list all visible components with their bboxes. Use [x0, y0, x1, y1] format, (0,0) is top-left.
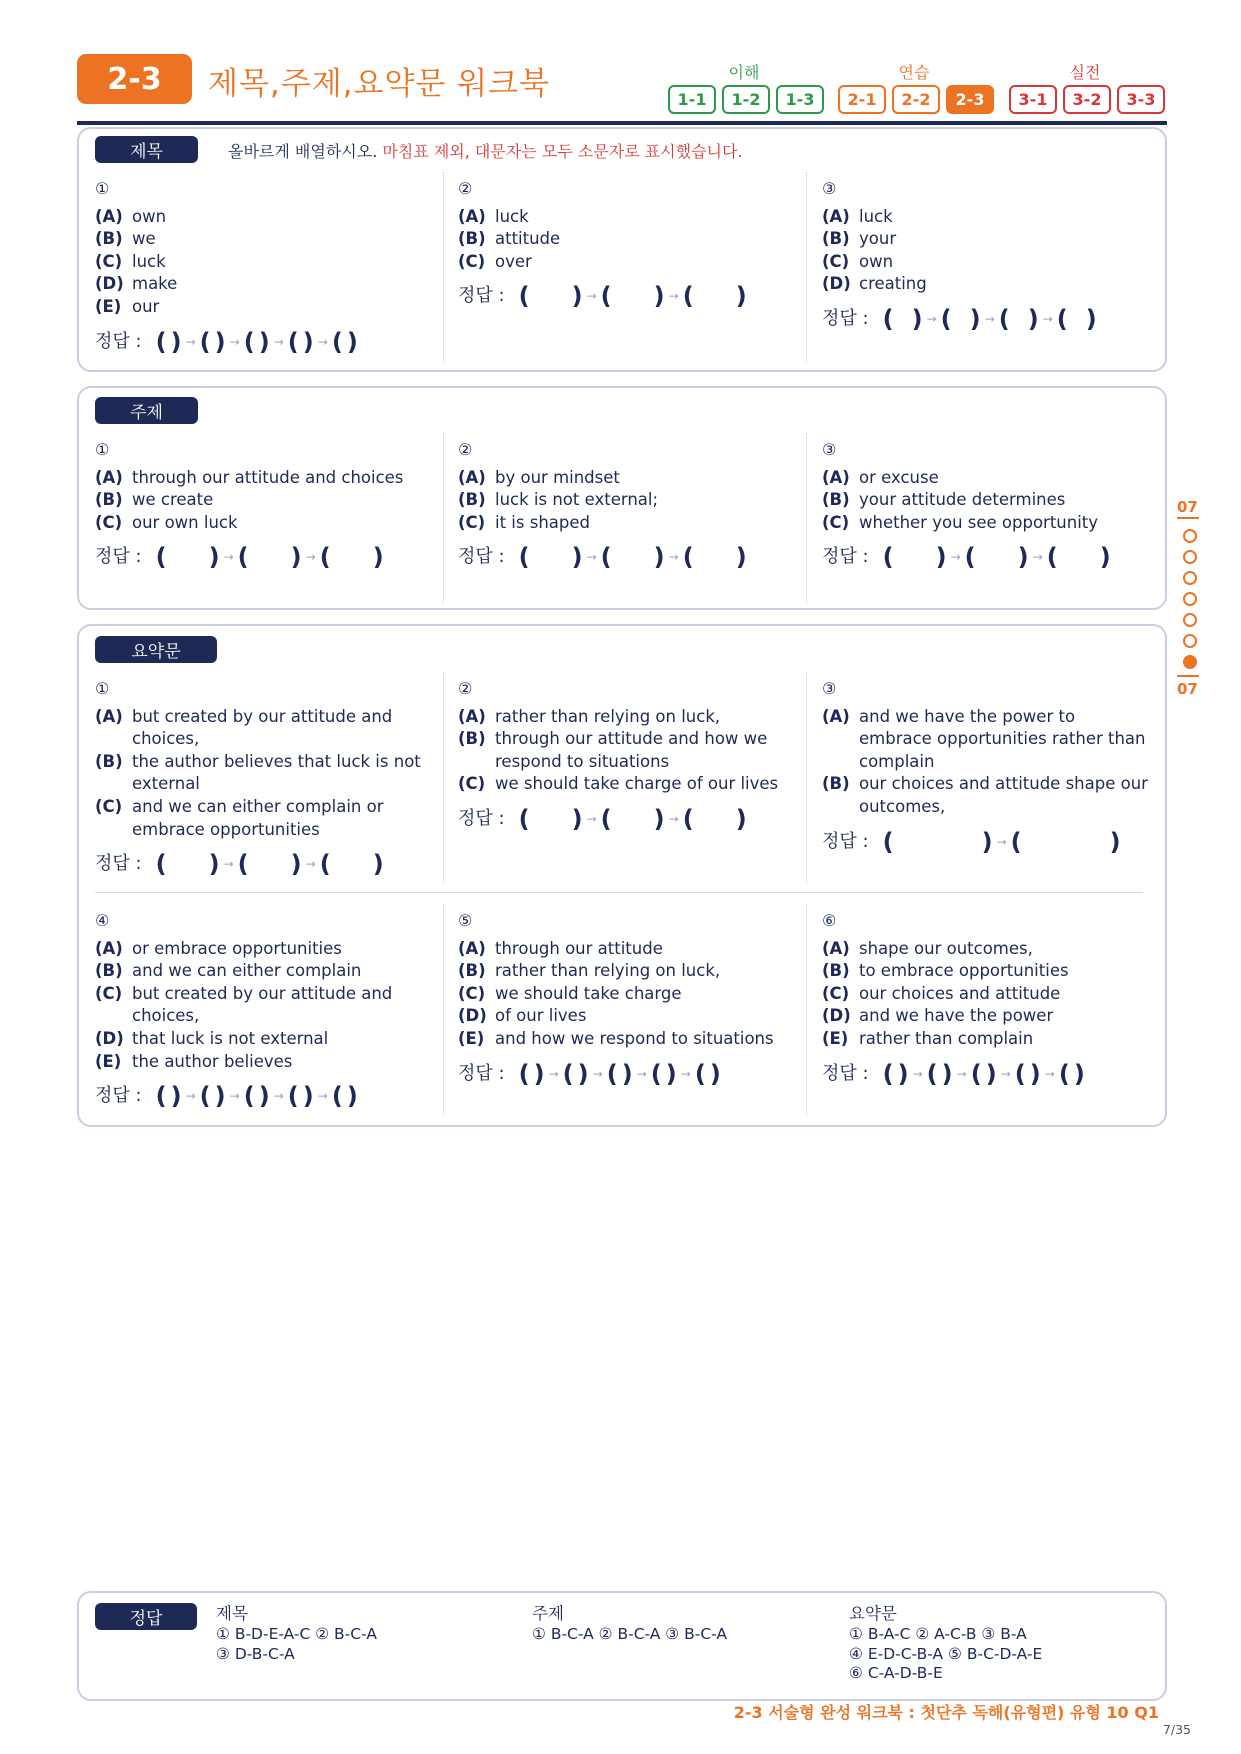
answer-row: 정답 : ( ) → ( ) → ( ) → ( ) → ( ) [95, 327, 358, 356]
item-letter: (D) [822, 1006, 851, 1026]
column-divider [443, 433, 444, 603]
tab-3-3[interactable]: 3-3 [1117, 85, 1165, 114]
side-nav-dot-4[interactable] [1183, 592, 1197, 606]
tab-2-2[interactable]: 2-2 [892, 85, 940, 114]
answer-row: 정답 : ( ) → ( ) → ( ) [95, 543, 384, 572]
answer-blank[interactable]: ( ) [1058, 1059, 1085, 1088]
question-number: ⑤ [458, 911, 473, 930]
answer-blank[interactable]: ( ) [882, 827, 993, 856]
item-letter: (D) [95, 1028, 124, 1048]
answer-blank[interactable]: ( ) [155, 1082, 182, 1111]
item-letter: (A) [95, 706, 123, 726]
item-letter: (C) [95, 251, 123, 271]
item-text: we should take charge [495, 983, 682, 1003]
item-text: but created by our attitude and choices, [132, 706, 393, 749]
summary-question-1 [95, 678, 425, 879]
answer-label: 정답 : [822, 307, 869, 329]
side-nav-top-number: 07 [1177, 498, 1198, 516]
item-text: and we can either complain [132, 961, 362, 981]
column-divider [443, 672, 444, 884]
answer-label: 정답 : [822, 830, 869, 852]
answer-row: 정답 : ( ) → ( ) → ( ) [458, 804, 747, 833]
column-divider [806, 433, 807, 603]
answer-label: 정답 : [458, 285, 505, 307]
answer-blank[interactable]: ( ) [606, 1059, 633, 1088]
answer-label: 정답 : [822, 1062, 869, 1084]
tab-2-1[interactable]: 2-1 [838, 85, 886, 114]
summary-question-5 [458, 910, 788, 1088]
question-number: ① [95, 179, 110, 198]
side-nav-bottom-number: 07 [1177, 680, 1198, 698]
group-label-understand: 이해 [728, 63, 760, 82]
item-text: creating [859, 274, 927, 294]
item-text: we [132, 229, 156, 249]
answer-key-title-label: 제목 [216, 1604, 248, 1623]
question-number: ④ [95, 911, 110, 930]
answer-label: 정답 : [95, 330, 142, 352]
item-text: shape our outcomes, [859, 938, 1033, 958]
item-letter: (C) [458, 774, 486, 794]
answer-blank[interactable]: ( ) [237, 850, 302, 879]
item-letter: (A) [822, 938, 850, 958]
item-text: our choices and attitude [859, 983, 1061, 1003]
side-nav-line [1177, 675, 1199, 677]
tab-3-1[interactable]: 3-1 [1009, 85, 1057, 114]
tab-2-3[interactable]: 2-3 [946, 85, 994, 114]
group-label-practice: 연습 [898, 63, 930, 82]
side-nav-dot-2[interactable] [1183, 550, 1197, 564]
item-text: rather than complain [859, 1028, 1034, 1048]
item-text: luck [859, 206, 893, 226]
answer-key-line: ① B-C-A ② B-C-A ③ B-C-A [532, 1625, 728, 1643]
tab-1-3[interactable]: 1-3 [776, 85, 824, 114]
answer-blank[interactable]: ( ) [155, 850, 220, 879]
tab-1-1[interactable]: 1-1 [668, 85, 716, 114]
item-letter: (A) [822, 706, 850, 726]
item-letter: (A) [458, 938, 486, 958]
item-text: our choices and attitude shape our outcomes, [859, 774, 1148, 816]
column-divider [443, 904, 444, 1116]
item-letter: (D) [822, 274, 851, 294]
title-question-1 [95, 178, 425, 356]
column-divider [806, 172, 807, 362]
theme-question-2 [458, 439, 788, 572]
item-letter: (B) [95, 751, 123, 771]
item-text: and we have the power [859, 1006, 1054, 1026]
item-text: we create [132, 490, 214, 510]
item-letter: (A) [458, 706, 486, 726]
item-text: luck [495, 206, 529, 226]
answer-blank[interactable]: ( ) [319, 850, 384, 879]
item-letter: (B) [458, 229, 486, 249]
item-text: rather than relying on luck, [495, 706, 721, 726]
answer-key-line: ③ D-B-C-A [216, 1644, 295, 1663]
item-text: it is shaped [495, 512, 590, 532]
item-text: the author believes [132, 1051, 293, 1071]
title-section-tag: 제목 [95, 136, 198, 163]
item-text: and how we respond to situations [495, 1028, 774, 1048]
item-text: to embrace opportunities [859, 961, 1069, 981]
answer-blank[interactable]: ( ) [243, 1082, 270, 1111]
item-letter: (B) [822, 229, 850, 249]
answer-row: 정답 : ( ) → ( ) → ( ) → ( ) → ( ) [95, 1082, 358, 1111]
answer-row: 정답 : ( ) → ( ) → ( ) [95, 850, 384, 879]
answer-row: 정답 : ( ) → ( ) → ( ) [458, 282, 747, 311]
item-letter: (C) [458, 251, 486, 271]
answer-key-summary-label: 요약문 [849, 1604, 897, 1623]
item-letter: (A) [95, 206, 123, 226]
item-letter: (A) [822, 206, 850, 226]
side-nav-dot-6[interactable] [1183, 634, 1197, 648]
answer-blank[interactable]: ( ) [518, 1059, 545, 1088]
answer-blank[interactable]: ( ) [1056, 304, 1097, 333]
answer-blank[interactable]: ( ) [155, 327, 182, 356]
answer-key-tag: 정답 [95, 1603, 197, 1630]
item-letter: (C) [95, 512, 123, 532]
instruction-note: 마침표 제외, 대문자는 모두 소문자로 표시했습니다. [382, 142, 743, 161]
tab-3-2[interactable]: 3-2 [1063, 85, 1111, 114]
item-letter: (D) [95, 274, 124, 294]
side-nav-dot-1[interactable] [1183, 529, 1197, 543]
answer-blank[interactable]: ( ) [926, 1059, 953, 1088]
answer-blank[interactable]: ( ) [518, 804, 583, 833]
question-number: ③ [822, 440, 837, 459]
item-text: but created by our attitude and choices, [132, 983, 393, 1026]
answer-label: 정답 : [822, 546, 869, 568]
answer-blank[interactable]: ( ) [600, 804, 665, 833]
theme-question-3 [822, 439, 1152, 572]
answer-key-line: ① B-D-E-A-C ② B-C-A [216, 1625, 377, 1643]
side-nav-dot-7-active[interactable] [1183, 655, 1197, 669]
item-text: luck [132, 251, 166, 271]
answer-key-line: ⑥ C-A-D-B-E [849, 1664, 943, 1682]
summary-question-6 [822, 910, 1152, 1088]
summary-question-4 [95, 910, 425, 1111]
item-text: the author believes that luck is not external [132, 751, 421, 794]
question-number: ③ [822, 179, 837, 198]
theme-section-tag: 주제 [95, 397, 198, 424]
item-text: of our lives [495, 1006, 587, 1026]
item-letter: (A) [458, 467, 486, 487]
answer-row: 정답 : ( ) → ( ) → ( ) → ( ) → ( ) [822, 1059, 1085, 1088]
page-number: 7/35 [1162, 1722, 1191, 1737]
answer-blank[interactable]: ( ) [998, 304, 1039, 333]
answer-blank[interactable]: ( ) [562, 1059, 589, 1088]
answer-row: 정답 : ( ) → ( ) [822, 827, 1121, 856]
side-nav-dot-5[interactable] [1183, 613, 1197, 627]
answer-key-line: ④ E-D-C-B-A ⑤ B-C-D-A-E [849, 1644, 1043, 1663]
header-divider [77, 121, 1167, 125]
group-label-real: 실전 [1069, 63, 1101, 82]
instruction-text: 올바르게 배열하시오. [228, 142, 378, 161]
item-letter: (B) [95, 961, 123, 981]
question-number: ② [458, 440, 473, 459]
answer-blank[interactable]: ( ) [518, 282, 583, 311]
answer-key-theme-label: 주제 [532, 1604, 564, 1623]
answer-blank[interactable]: ( ) [243, 327, 270, 356]
item-letter: (B) [95, 229, 123, 249]
summary-question-2 [458, 678, 788, 831]
answer-blank[interactable]: ( ) [600, 282, 665, 311]
column-divider [806, 672, 807, 884]
question-number: ② [458, 679, 473, 698]
answer-blank[interactable]: ( ) [694, 1059, 721, 1088]
answer-blank[interactable]: ( ) [237, 543, 302, 572]
answer-blank[interactable]: ( ) [287, 327, 314, 356]
answer-blank[interactable]: ( ) [331, 1082, 358, 1111]
item-text: through our attitude and choices [132, 467, 404, 487]
item-text: and we can either complain or embrace opportunities [132, 796, 384, 839]
answer-blank[interactable]: ( ) [682, 804, 747, 833]
item-text: through our attitude [495, 938, 663, 958]
answer-row: 정답 : ( ) → ( ) → ( ) [822, 543, 1111, 572]
answer-blank[interactable]: ( ) [155, 543, 220, 572]
item-letter: (B) [458, 729, 486, 749]
answer-blank[interactable]: ( ) [518, 543, 583, 572]
item-letter: (B) [822, 774, 850, 794]
item-letter: (A) [95, 938, 123, 958]
answer-key-theme-values [532, 1625, 727, 1645]
item-letter: (A) [458, 206, 486, 226]
item-text: through our attitude and how we respond to situations [495, 729, 768, 771]
answer-blank[interactable]: ( ) [331, 327, 358, 356]
item-letter: (C) [458, 512, 486, 532]
page-title: 제목,주제,요약문 워크북 [208, 66, 551, 102]
answer-key-line: ① B-A-C ② A-C-B ③ B-A [849, 1625, 1027, 1643]
item-letter: (B) [458, 961, 486, 981]
item-letter: (A) [95, 467, 123, 487]
item-letter: (C) [822, 512, 850, 532]
item-text: by our mindset [495, 467, 620, 487]
item-text: whether you see opportunity [859, 512, 1099, 532]
question-number: ② [458, 179, 473, 198]
item-text: your [859, 229, 897, 249]
answer-blank[interactable]: ( ) [1010, 827, 1121, 856]
item-text: make [132, 274, 178, 294]
answer-label: 정답 : [458, 807, 505, 829]
answer-row: 정답 : ( ) → ( ) → ( ) → ( ) → ( ) [458, 1059, 721, 1088]
title-question-3 [822, 178, 1152, 331]
item-letter: (B) [95, 490, 123, 510]
item-text: our [132, 296, 160, 316]
item-letter: (C) [95, 796, 123, 816]
item-text: and we have the power to embrace opportunities rather than complain [859, 706, 1146, 771]
answer-blank[interactable]: ( ) [882, 543, 947, 572]
answer-blank[interactable]: ( ) [1046, 543, 1111, 572]
answer-blank[interactable]: ( ) [1014, 1059, 1041, 1088]
item-letter: (E) [822, 1028, 849, 1048]
theme-question-1 [95, 439, 425, 572]
item-letter: (B) [822, 961, 850, 981]
item-text: or excuse [859, 467, 939, 487]
title-question-2 [458, 178, 788, 311]
side-nav-dot-3[interactable] [1183, 571, 1197, 585]
answer-blank[interactable]: ( ) [882, 1059, 909, 1088]
answer-label: 정답 : [95, 853, 142, 875]
summary-question-3 [822, 678, 1152, 856]
answer-label: 정답 : [458, 1062, 505, 1084]
answer-blank[interactable]: ( ) [287, 1082, 314, 1111]
item-letter: (B) [822, 490, 850, 510]
instruction [228, 139, 743, 162]
answer-blank[interactable]: ( ) [600, 543, 665, 572]
item-letter: (A) [822, 467, 850, 487]
item-text: or embrace opportunities [132, 938, 342, 958]
item-letter: (E) [95, 1051, 122, 1071]
answer-label: 정답 : [458, 546, 505, 568]
item-letter: (C) [822, 983, 850, 1003]
answer-blank[interactable]: ( ) [319, 543, 384, 572]
item-letter: (B) [458, 490, 486, 510]
answer-blank[interactable]: ( ) [682, 282, 747, 311]
footer-text: 2-3 서술형 완성 워크북 : 첫단추 독해(유형편) 유형 10 Q1 [733, 1703, 1159, 1722]
item-text: that luck is not external [132, 1028, 329, 1048]
item-text: luck is not external; [495, 490, 659, 510]
answer-blank[interactable]: ( ) [682, 543, 747, 572]
answer-label: 정답 : [95, 1085, 142, 1107]
side-nav-line [1177, 517, 1199, 519]
item-letter: (D) [458, 1006, 487, 1026]
answer-row: 정답 : ( ) → ( ) → ( ) → ( ) [822, 304, 1097, 333]
question-number: ⑥ [822, 911, 837, 930]
item-text: own [859, 251, 894, 271]
item-text: rather than relying on luck, [495, 961, 721, 981]
answer-blank[interactable]: ( ) [940, 304, 981, 333]
answer-blank[interactable]: ( ) [882, 304, 923, 333]
item-letter: (E) [458, 1028, 485, 1048]
item-text: we should take charge of our lives [495, 774, 779, 794]
summary-section-tag: 요약문 [95, 636, 217, 663]
answer-blank[interactable]: ( ) [199, 327, 226, 356]
answer-blank[interactable]: ( ) [650, 1059, 677, 1088]
item-text: your attitude determines [859, 490, 1066, 510]
column-divider [443, 172, 444, 362]
item-letter: (C) [822, 251, 850, 271]
row-divider [95, 892, 1143, 893]
answer-key-title-values [216, 1625, 377, 1664]
answer-row: 정답 : ( ) → ( ) → ( ) [458, 543, 747, 572]
column-divider [806, 904, 807, 1116]
item-text: attitude [495, 229, 561, 249]
item-text: own [132, 206, 167, 226]
item-text: over [495, 251, 532, 271]
tab-1-2[interactable]: 1-2 [722, 85, 770, 114]
item-letter: (C) [95, 983, 123, 1003]
question-number: ③ [822, 679, 837, 698]
item-text: our own luck [132, 512, 238, 532]
answer-blank[interactable]: ( ) [970, 1059, 997, 1088]
answer-blank[interactable]: ( ) [199, 1082, 226, 1111]
answer-label: 정답 : [95, 546, 142, 568]
answer-blank[interactable]: ( ) [964, 543, 1029, 572]
lesson-badge: 2-3 [77, 54, 192, 104]
answer-key-summary-values [849, 1625, 1042, 1684]
item-letter: (E) [95, 296, 122, 316]
question-number: ① [95, 440, 110, 459]
question-number: ① [95, 679, 110, 698]
item-letter: (C) [458, 983, 486, 1003]
